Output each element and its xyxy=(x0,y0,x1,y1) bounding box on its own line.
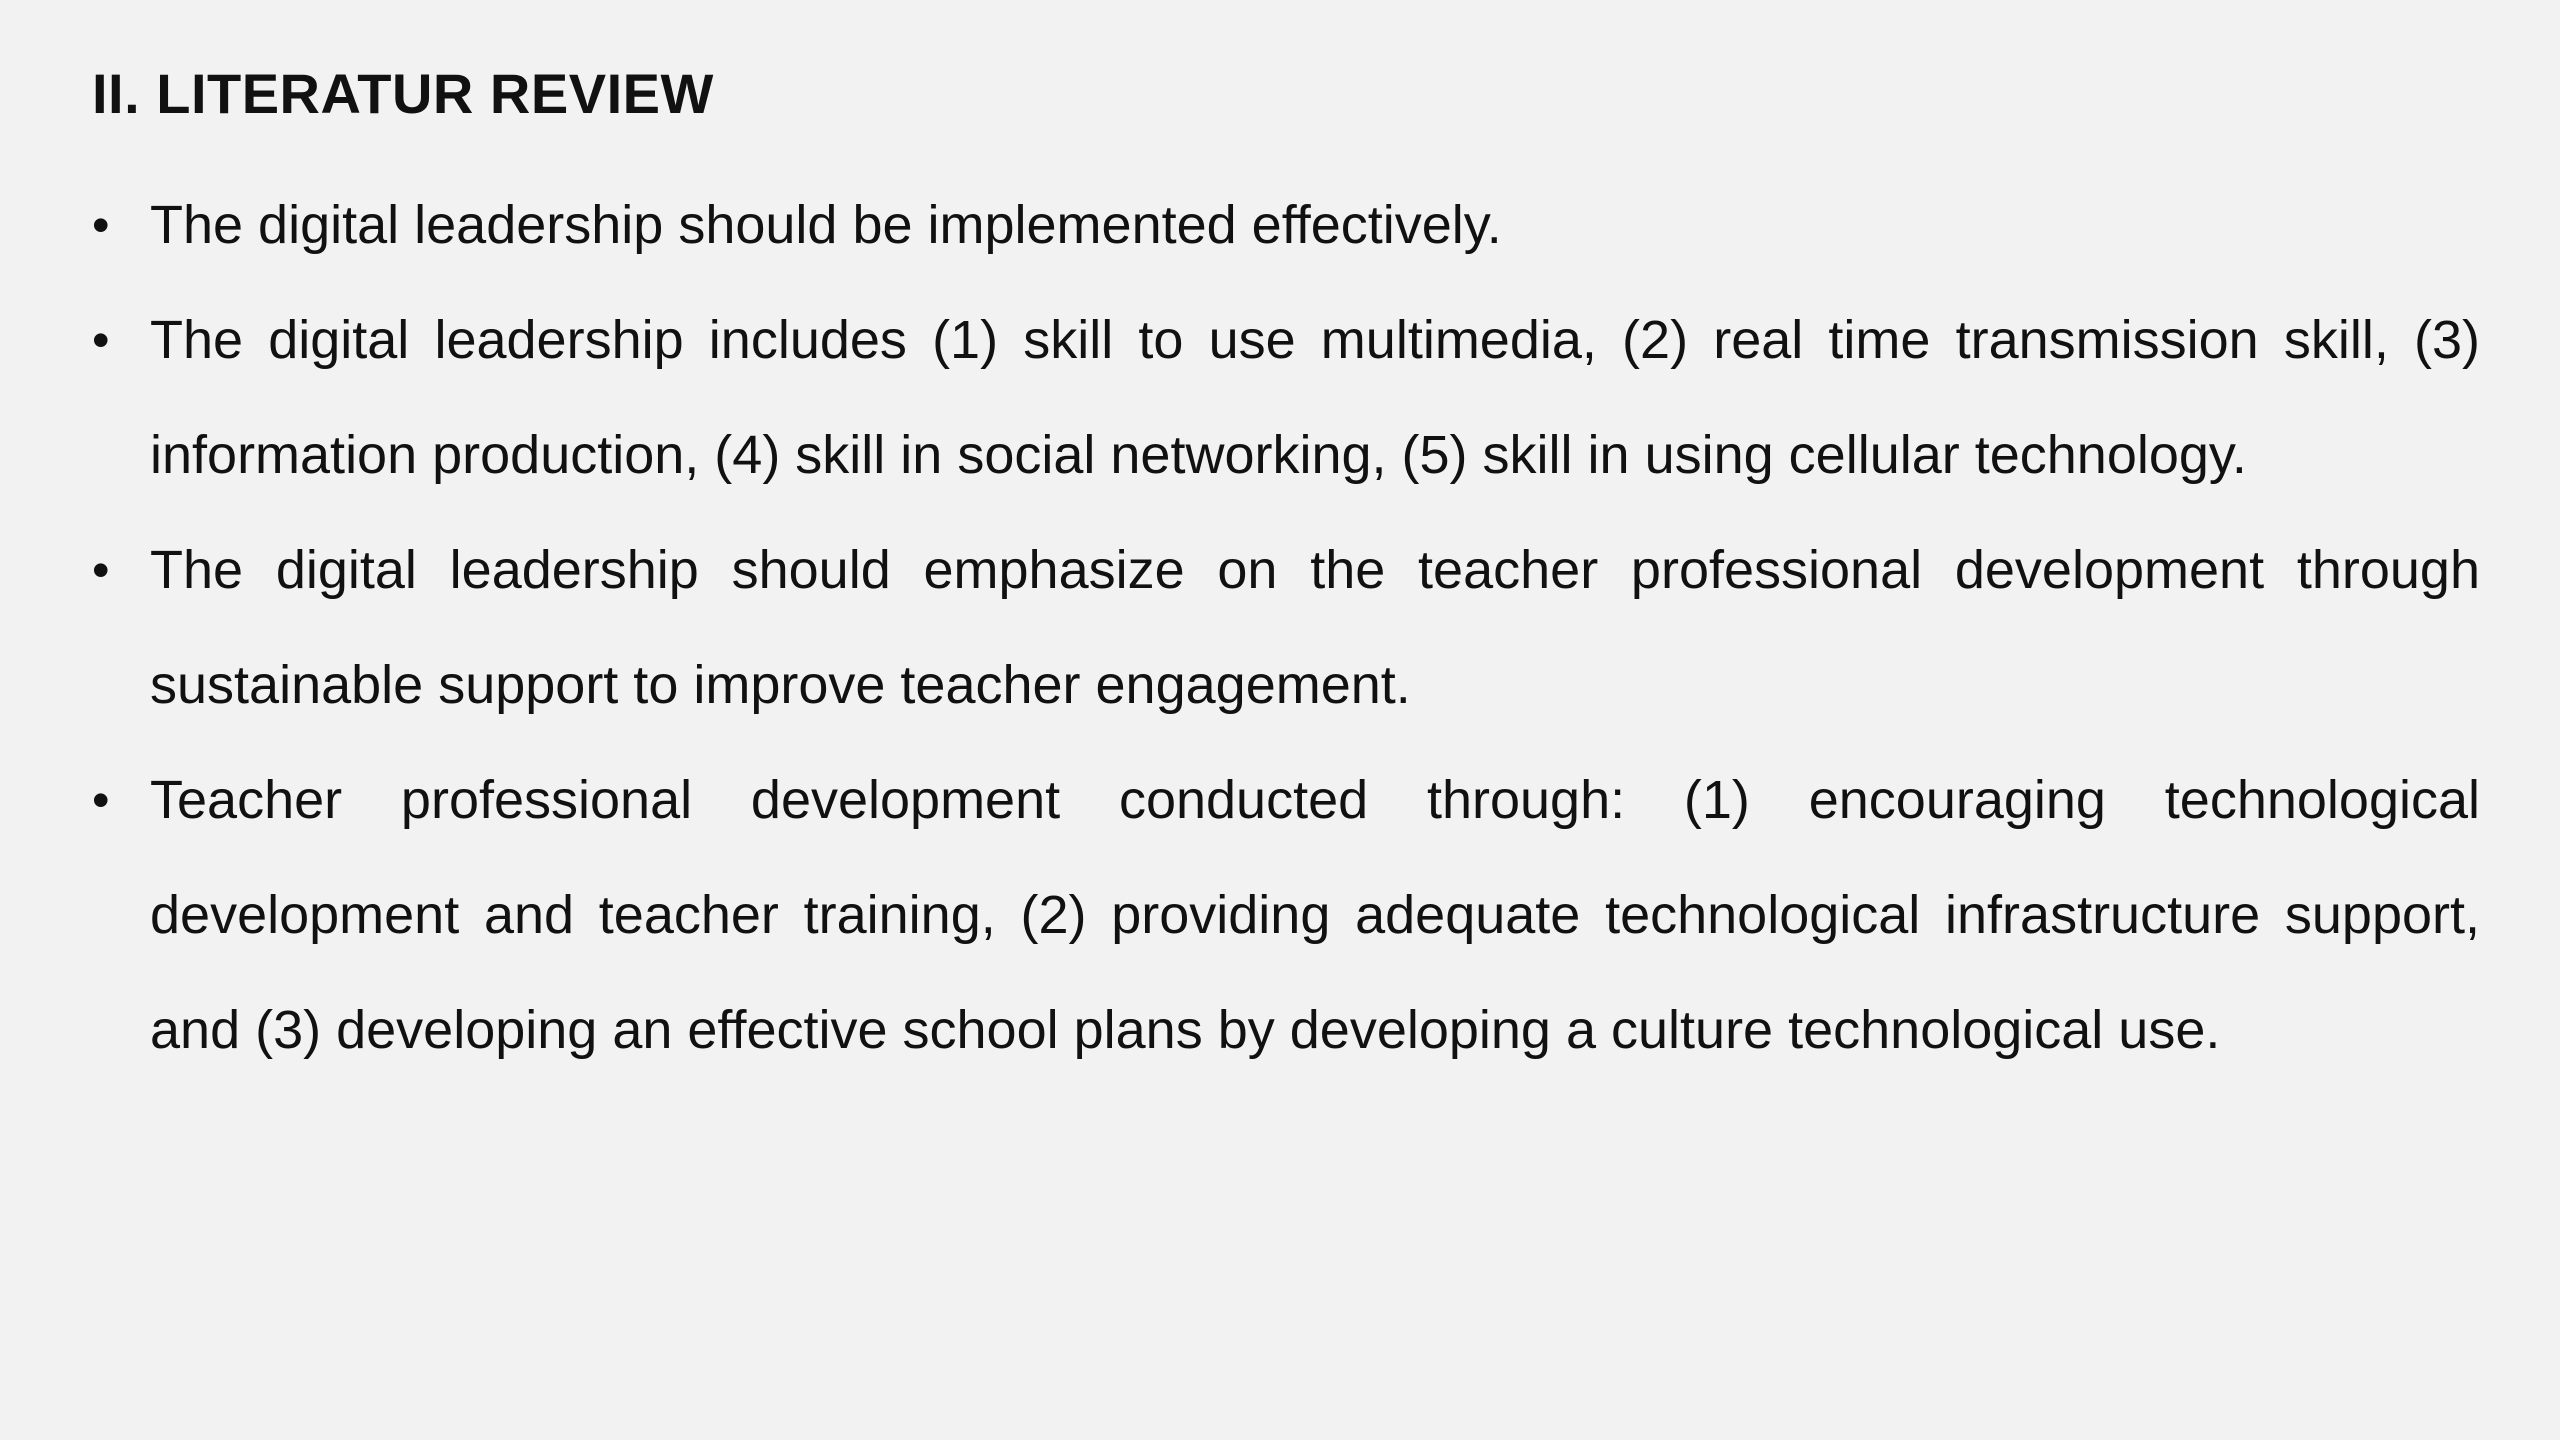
bullet-item xyxy=(92,513,2480,743)
bullet-item xyxy=(92,283,2480,513)
bullet-point-icon: • xyxy=(92,312,110,368)
bullet-point-icon: • xyxy=(92,772,110,828)
bullet-item xyxy=(92,743,2480,1088)
bullet-point-icon: • xyxy=(92,197,110,253)
bullet-text: Teacher professional development conducted through: (1) encouraging technological development and teacher training, (2) providing adequate technological infrastructure support, and (3) developing an effective school plans by developing a culture technological use. xyxy=(150,770,2480,1060)
slide-title: II. LITERATUR REVIEW xyxy=(92,62,714,125)
bullet-text: The digital leadership should be implemented effectively. xyxy=(150,195,1502,255)
bullet-item xyxy=(92,168,2480,283)
bullet-point-icon: • xyxy=(92,542,110,598)
bullet-text: The digital leadership should emphasize on the teacher professional development through sustainable support to improve teacher engagement. xyxy=(150,540,2480,715)
bullet-list xyxy=(92,168,2480,1088)
bullet-text: The digital leadership includes (1) skill to use multimedia, (2) real time transmission skill, (3) information production, (4) skill in social networking, (5) skill in using cellular technology. xyxy=(150,310,2480,485)
